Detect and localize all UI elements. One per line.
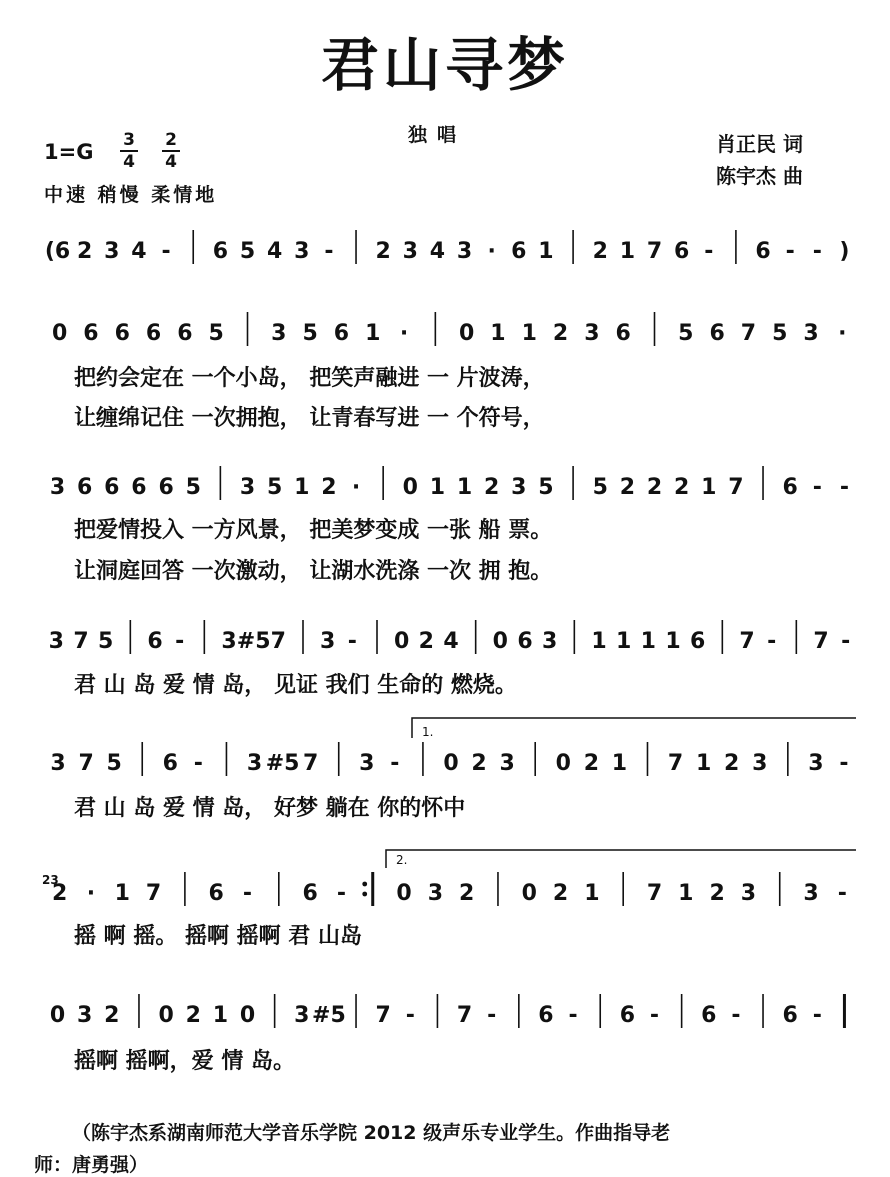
note: 1 (640, 629, 656, 654)
note: 3 (359, 751, 375, 776)
note: 7 (270, 629, 286, 654)
note: 1 (521, 321, 537, 346)
note: 6 (177, 321, 193, 346)
note: 2 (458, 881, 475, 906)
lyricist-credit: 肖正民 词 (716, 132, 803, 156)
note: 2 (709, 881, 725, 906)
lyric-line: 把爱情投入 一方风景， 把美梦变成 一张 船 票。 (74, 518, 553, 543)
note: 1 (616, 629, 632, 654)
repeat-dot (362, 892, 367, 897)
note: 6 (333, 321, 350, 346)
note: 1 (294, 475, 310, 500)
note: 0 (394, 629, 410, 654)
note: 3 (246, 751, 263, 776)
note: 3 (221, 629, 237, 654)
note: 2 (583, 751, 600, 776)
note: 1 (114, 881, 130, 906)
time-signature-3-4: 3 4 (120, 130, 138, 172)
note: 6 (302, 881, 318, 906)
note: 7 (78, 751, 94, 776)
note: #5 (236, 629, 271, 654)
note: 3 (584, 321, 600, 346)
time-signature-2-4: 2 4 (162, 130, 180, 172)
note: 6 (145, 321, 162, 346)
note: 3 (104, 239, 120, 264)
note: 2 (104, 1003, 120, 1028)
note: - (242, 881, 253, 906)
note: 6 (158, 475, 174, 500)
note: · (351, 475, 361, 500)
note: 2 (552, 321, 569, 346)
note: 4 (443, 629, 459, 654)
note: - (839, 751, 849, 776)
note: 0 (158, 1003, 174, 1028)
note: 0 (239, 1003, 256, 1028)
note: - (324, 239, 334, 264)
note: 6 (619, 1003, 636, 1028)
note: 2 (724, 751, 740, 776)
note: 1 (701, 475, 717, 500)
note: 2 (51, 881, 68, 906)
note: 1 (212, 1003, 229, 1028)
note: 5 (266, 475, 283, 500)
note: 2 (77, 239, 93, 264)
note: (6 (44, 239, 71, 264)
note: 2 (484, 475, 500, 500)
note: 6 (690, 629, 706, 654)
note: 5 (678, 321, 694, 346)
note: 6 (782, 1003, 798, 1028)
song-title: 君山寻梦 (320, 31, 569, 99)
note: 3 (752, 751, 768, 776)
note: 7 (145, 881, 162, 906)
note: - (649, 1003, 660, 1028)
note: 7 (302, 751, 319, 776)
note: 6 (673, 239, 690, 264)
note: 3 (239, 475, 256, 500)
note: 7 (728, 475, 744, 500)
lyric-line: 摇 啊 摇。 摇啊 摇啊 君 山岛 (74, 924, 362, 949)
note: 6 (162, 751, 178, 776)
note: 1 (456, 475, 473, 500)
volta-label-1: 1. (422, 725, 434, 739)
measure-number: 23 (42, 873, 59, 887)
note: 7 (456, 1003, 473, 1028)
note: 2 (471, 751, 487, 776)
note: 3 (294, 239, 310, 264)
note: 3 (803, 321, 819, 346)
footnote: （陈宇杰系湖南师范大学音乐学院 2012 级声乐专业学生。作曲指导老 (72, 1122, 671, 1144)
note: 7 (740, 321, 757, 346)
note: 6 (104, 475, 120, 500)
volta-bracket-1 (412, 718, 856, 738)
note: 6 (615, 321, 631, 346)
note: - (812, 1003, 822, 1028)
note: · (838, 321, 847, 346)
note: 0 (555, 751, 571, 776)
note: - (161, 239, 171, 264)
note: 7 (813, 629, 829, 654)
note: 1 (429, 475, 446, 500)
note: 2 (619, 475, 636, 500)
note: 1 (584, 881, 600, 906)
note: 5 (98, 629, 114, 654)
note: 6 (709, 321, 725, 346)
note: 2 (552, 881, 569, 906)
note: 5 (239, 239, 256, 264)
note: 7 (667, 751, 684, 776)
lyric-line: 君 山 岛 爱 情 岛， 见证 我们 生命的 燃烧。 (74, 673, 517, 698)
note: 5 (538, 475, 554, 500)
note: - (405, 1003, 415, 1028)
note: - (336, 881, 346, 906)
note: 1 (538, 239, 554, 264)
note: 3 (427, 881, 444, 906)
note: 7 (73, 629, 89, 654)
note: 3 (294, 1003, 310, 1028)
note: 6 (701, 1003, 717, 1028)
note: 0 (49, 1003, 66, 1028)
note: - (568, 1003, 578, 1028)
note: #5 (265, 751, 300, 776)
note: 3 (271, 321, 287, 346)
note: - (839, 475, 850, 500)
volta-bracket-2 (386, 850, 856, 868)
note: 7 (646, 881, 663, 906)
note: 3 (77, 1003, 93, 1028)
note: 1 (611, 751, 628, 776)
note: 5 (208, 321, 224, 346)
lyric-line: 摇啊 摇啊，爱 情 岛。 (74, 1049, 295, 1074)
note: 1 (695, 751, 712, 776)
note: 5 (302, 321, 318, 346)
note: 3 (542, 629, 558, 654)
note: 0 (458, 321, 475, 346)
note: · (487, 239, 496, 264)
note: 7 (739, 629, 755, 654)
note: 3 (48, 629, 64, 654)
note: - (175, 629, 185, 654)
note: 0 (396, 881, 412, 906)
note: 6 (755, 239, 771, 264)
lyric-line: 让洞庭回答 一次激动， 让湖水洗涤 一次 拥 抱。 (74, 559, 553, 584)
note: 1 (665, 629, 681, 654)
note: 3 (803, 881, 819, 906)
note: 2 (673, 475, 690, 500)
lyric-line: 把约会定在 一个小岛， 把笑声融进 一 片波涛， (74, 366, 545, 391)
note: ) (839, 239, 850, 264)
note: · (399, 321, 409, 346)
note: 0 (51, 321, 68, 346)
note: 2 (321, 475, 337, 500)
note: 6 (517, 629, 533, 654)
key-signature: 1=G (44, 140, 94, 164)
note: 4 (131, 239, 147, 264)
note: 2 (185, 1003, 201, 1028)
note: - (812, 239, 822, 264)
note: 3 (402, 239, 418, 264)
note: 1 (365, 321, 381, 346)
note: 6 (538, 1003, 554, 1028)
note: 1 (490, 321, 506, 346)
note: 6 (77, 475, 93, 500)
note: 6 (208, 881, 224, 906)
note: - (390, 751, 400, 776)
note: 3 (740, 881, 757, 906)
note: - (767, 629, 777, 654)
note: 4 (266, 239, 283, 264)
note: - (193, 751, 203, 776)
note: 7 (375, 1003, 391, 1028)
lyric-line: 君 山 岛 爱 情 岛， 好梦 躺在 你的怀中 (74, 796, 466, 821)
repeat-dot (362, 882, 367, 887)
note: 1 (619, 239, 636, 264)
note: - (704, 239, 714, 264)
note: 3 (50, 751, 66, 776)
volta-label-2: 2. (396, 853, 408, 867)
note: - (347, 629, 357, 654)
note: 6 (147, 629, 163, 654)
composer-credit: 陈宇杰 曲 (716, 164, 803, 188)
note: 6 (83, 321, 99, 346)
note: 1 (591, 629, 607, 654)
note: 2 (592, 239, 608, 264)
note: 5 (185, 475, 201, 500)
note: 7 (646, 239, 663, 264)
note: 2 (646, 475, 663, 500)
note: - (812, 475, 822, 500)
note: 4 (429, 239, 446, 264)
note: 1 (678, 881, 694, 906)
note: #5 (312, 1003, 346, 1028)
lyric-line: 让缠绵记住 一次拥抱， 让青春写进 一 个符号， (74, 406, 545, 431)
note: 3 (499, 751, 515, 776)
note: 3 (808, 751, 824, 776)
note: 6 (131, 475, 147, 500)
note: - (785, 239, 795, 264)
note: 2 (418, 629, 434, 654)
note: 6 (114, 321, 130, 346)
note: 5 (592, 475, 608, 500)
note: 6 (511, 239, 527, 264)
note: 5 (772, 321, 788, 346)
note: 3 (511, 475, 527, 500)
footnote-continued: 师：唐勇强） (34, 1154, 149, 1176)
note: 3 (49, 475, 66, 500)
note: - (841, 629, 851, 654)
note: 0 (443, 751, 459, 776)
note: 0 (521, 881, 537, 906)
note: - (487, 1003, 497, 1028)
note: 0 (492, 629, 508, 654)
performance-form: 独唱 (408, 124, 467, 146)
note: · (86, 881, 96, 906)
note: 2 (375, 239, 391, 264)
tempo-marking: 中速 稍慢 柔情地 (44, 184, 218, 206)
note: 3 (320, 629, 336, 654)
note: 0 (402, 475, 418, 500)
note: 6 (782, 475, 798, 500)
note: 3 (456, 239, 473, 264)
note: 5 (106, 751, 122, 776)
note: - (837, 881, 847, 906)
note: - (731, 1003, 741, 1028)
note: 6 (212, 239, 229, 264)
